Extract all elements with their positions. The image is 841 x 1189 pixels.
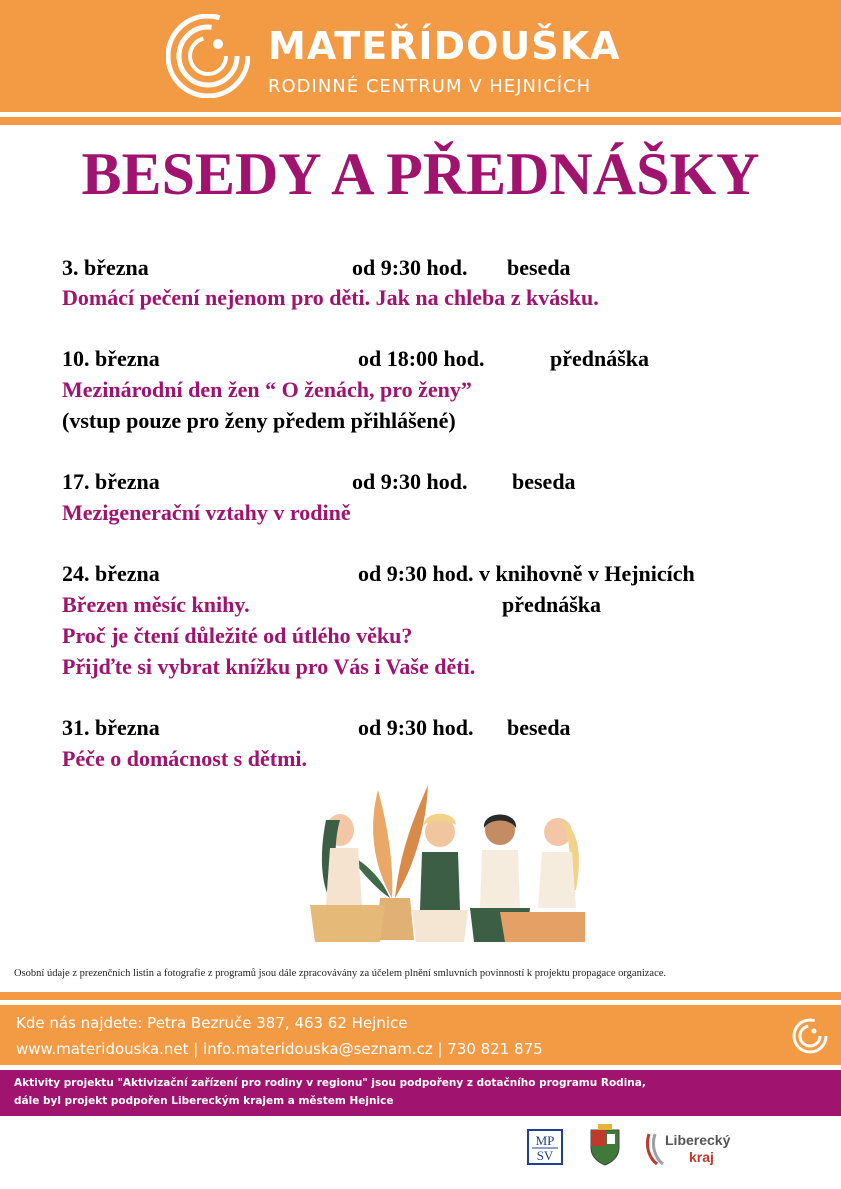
event-date: 24. března <box>62 561 160 586</box>
spiral-logo-icon <box>166 14 250 98</box>
event-time: od 9:30 hod. v knihovně v Hejnicích <box>358 561 695 586</box>
event-time: od 9:30 hod. <box>352 255 468 280</box>
kraj-logo-text: kraj <box>689 1149 714 1165</box>
brand-subtitle: RODINNÉ CENTRUM V HEJNICÍCH <box>268 76 592 97</box>
event-type: beseda <box>507 255 571 280</box>
liberecky-kraj-logo-icon <box>645 1128 735 1168</box>
women-sitting-illustration-icon <box>300 780 600 950</box>
footer-stripe <box>0 992 841 1000</box>
event-type: beseda <box>512 469 576 494</box>
event-time: od 18:00 hod. <box>358 346 485 371</box>
event-topic: Březen měsíc knihy. <box>62 592 250 617</box>
footer-address: Kde nás najdete: Petra Bezruče 387, 463 62 Hejnice <box>16 1014 408 1032</box>
event-time: od 9:30 hod. <box>358 715 474 740</box>
event-type: beseda <box>507 715 571 740</box>
event-date: 17. března <box>62 469 160 494</box>
kraj-logo-text: Liberecký <box>665 1132 731 1148</box>
event-time: od 9:30 hod. <box>352 469 468 494</box>
event-note: (vstup pouze pro ženy předem přihlášené) <box>62 408 456 433</box>
mpsv-logo-text: MP <box>535 1133 555 1148</box>
funding-text: dále byl projekt podpořen Libereckým krajem a městem Hejnice <box>14 1095 394 1107</box>
event-topic: Péče o domácnost s dětmi. <box>62 746 308 771</box>
event-topic: Domácí pečení nejenom pro děti. Jak na chleba z kvásku. <box>62 285 599 310</box>
event-topic: Mezigenerační vztahy v rodině <box>62 500 351 525</box>
mpsv-logo-icon <box>527 1129 563 1165</box>
header-stripe <box>0 117 841 125</box>
event-date: 3. března <box>62 255 149 280</box>
spiral-logo-icon <box>792 1018 828 1054</box>
event-date: 31. března <box>62 715 160 740</box>
brand-name: MATEŘÍDOUŠKA <box>268 24 621 68</box>
funding-text: Aktivity projektu "Aktivizační zařízení pro rodiny v regionu" jsou podpořeny z dotačního programu Rodina, <box>14 1077 646 1089</box>
event-topic: Mezinárodní den žen “ O ženách, pro ženy” <box>62 377 472 402</box>
mpsv-logo-text: SV <box>536 1148 554 1163</box>
event-date: 10. března <box>62 346 160 371</box>
event-topic: Proč je čtení důležité od útlého věku? <box>62 623 413 648</box>
coat-of-arms-icon <box>588 1124 622 1166</box>
event-type: přednáška <box>550 346 650 371</box>
footer-contacts[interactable]: www.materidouska.net | info.materidouska@seznam.cz | 730 821 875 <box>16 1040 543 1058</box>
event-topic: Přijďte si vybrat knížku pro Vás i Vaše děti. <box>62 654 476 679</box>
page-title: BESEDY A PŘEDNÁŠKY <box>81 141 760 207</box>
privacy-note: Osobní údaje z prezenčních listin a fotografie z programů jsou dále zpracovávány za účelem plnění smluvních povinností k projektu propagace organizace. <box>14 968 667 979</box>
event-type: přednáška <box>502 592 602 617</box>
